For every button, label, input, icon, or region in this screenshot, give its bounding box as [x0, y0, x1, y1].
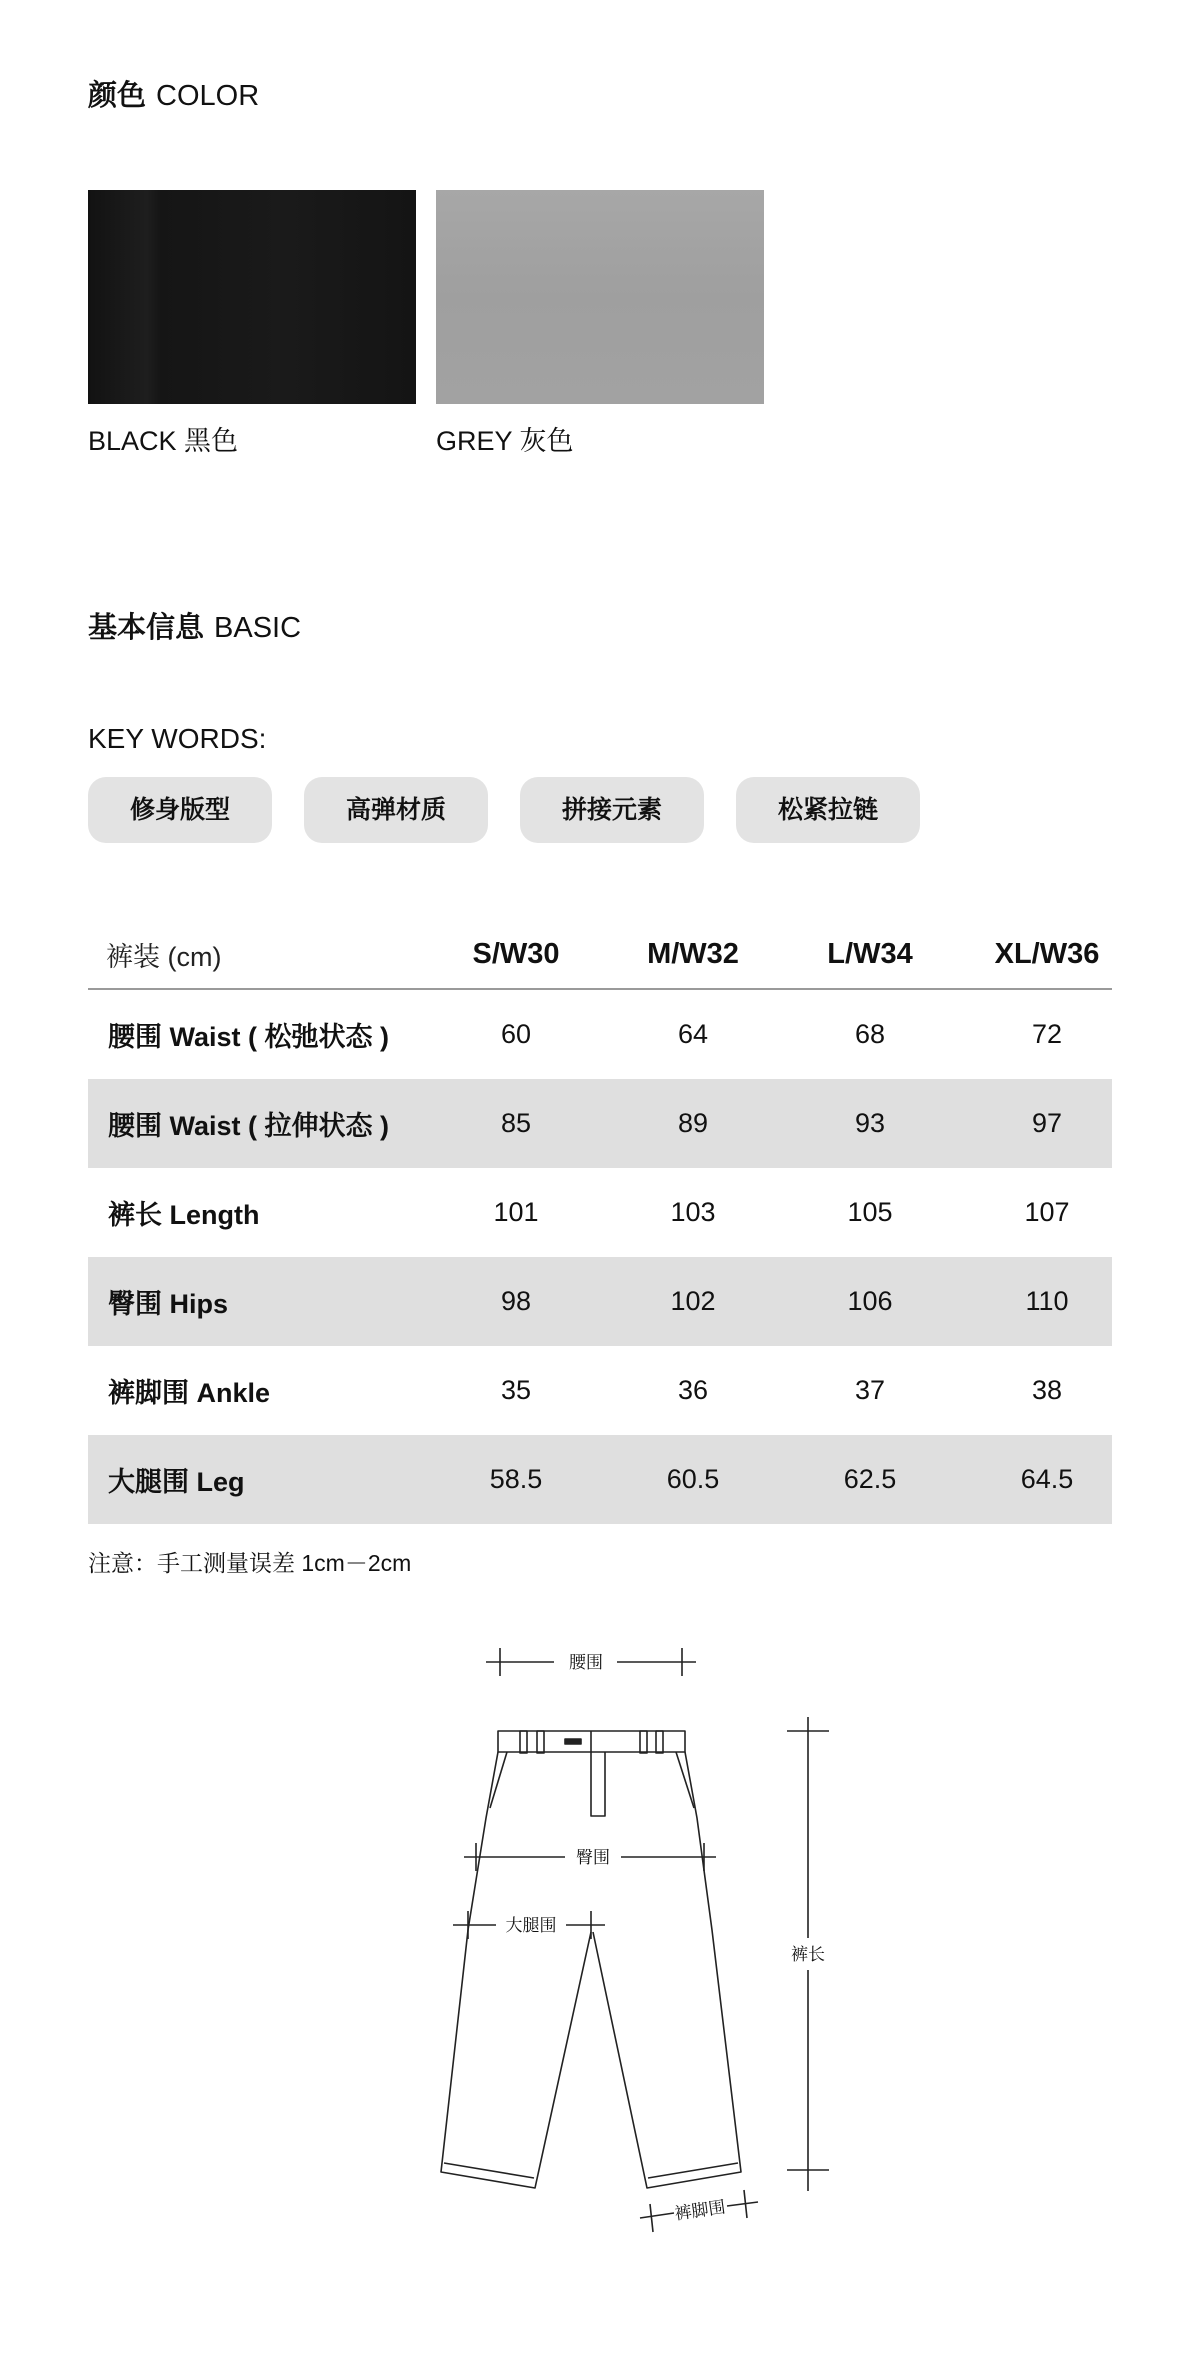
color-label-black: BLACK 黑色: [88, 426, 239, 456]
pants-right-outline: [593, 1752, 741, 2188]
diagram-label-hips: 臀围: [576, 1848, 610, 1867]
table-cell: 72: [1031, 1019, 1063, 1049]
table-cell: 58.5: [489, 1464, 543, 1494]
row-label: 腰围 Waist ( 拉伸状态 ): [108, 1111, 389, 1141]
size-column-header: XL/W36: [994, 937, 1100, 970]
keyword-tag: 高弹材质: [304, 777, 488, 843]
hem-left: [444, 2163, 534, 2178]
pocket-right: [676, 1752, 694, 1808]
diagram-label-thigh: 大腿围: [505, 1916, 557, 1935]
pants-left-outline: [441, 1752, 591, 2188]
table-cell: 36: [677, 1375, 709, 1405]
size-table-unit-label: 裤装 (cm): [106, 941, 222, 972]
table-cell: 89: [677, 1108, 709, 1138]
belt-loop: [656, 1731, 663, 1753]
belt-loop: [640, 1731, 647, 1753]
table-cell: 64.5: [1020, 1464, 1074, 1494]
table-cell: 93: [854, 1108, 886, 1138]
pants-fly: [591, 1731, 605, 1816]
basic-title-cn: 基本信息: [88, 612, 205, 644]
table-cell: 101: [493, 1197, 539, 1227]
belt-loop: [520, 1731, 527, 1753]
diagram-label-waist: 腰围: [569, 1653, 603, 1672]
keyword-tag: 修身版型: [88, 777, 272, 843]
keywords-label: KEY WORDS:: [88, 723, 267, 754]
diagram-label-ankle: 裤脚围: [673, 2197, 727, 2224]
keyword-tag: 拼接元素: [520, 777, 704, 843]
table-cell: 64: [677, 1019, 709, 1049]
table-cell: 102: [670, 1286, 716, 1316]
row-label: 臀围 Hips: [108, 1289, 229, 1319]
table-cell: 110: [1025, 1286, 1069, 1316]
size-column-header: M/W32: [647, 937, 739, 970]
row-label: 裤脚围 Ankle: [108, 1378, 271, 1408]
table-cell: 60.5: [666, 1464, 720, 1494]
basic-title-en: BASIC: [214, 612, 302, 644]
table-cell: 60: [500, 1019, 532, 1049]
table-cell: 62.5: [843, 1464, 897, 1494]
hem-right: [648, 2163, 738, 2178]
table-cell: 68: [854, 1019, 886, 1049]
table-cell: 35: [500, 1375, 532, 1405]
diagram-label-length: 裤长: [791, 1945, 825, 1964]
table-cell: 106: [847, 1286, 893, 1316]
table-cell: 37: [854, 1375, 886, 1405]
ankle-measure-line: [640, 2213, 674, 2218]
belt-loop: [537, 1731, 544, 1753]
table-cell: 103: [670, 1197, 716, 1227]
size-column-header: S/W30: [472, 937, 560, 970]
table-cell: 38: [1031, 1375, 1063, 1405]
row-label: 裤长 Length: [108, 1200, 260, 1230]
color-title-cn: 颜色: [88, 80, 147, 112]
ankle-measure-line: [727, 2202, 758, 2206]
waist-button: [565, 1739, 581, 1744]
table-cell: 97: [1031, 1108, 1063, 1138]
table-cell: 98: [500, 1286, 532, 1316]
ankle-measure-tick: [650, 2204, 653, 2232]
color-label-grey: GREY 灰色: [436, 426, 574, 456]
keyword-tag: 松紧拉链: [736, 777, 920, 843]
color-title-en: COLOR: [156, 80, 260, 112]
table-cell: 85: [500, 1108, 532, 1138]
table-cell: 107: [1024, 1197, 1070, 1227]
measurement-note: 注意：手工测量误差 1cm－2cm: [88, 1550, 412, 1576]
table-cell: 105: [847, 1197, 893, 1227]
row-label: 大腿围 Leg: [108, 1467, 245, 1497]
row-label: 腰围 Waist ( 松弛状态 ): [108, 1022, 389, 1052]
size-column-header: L/W34: [827, 937, 913, 970]
